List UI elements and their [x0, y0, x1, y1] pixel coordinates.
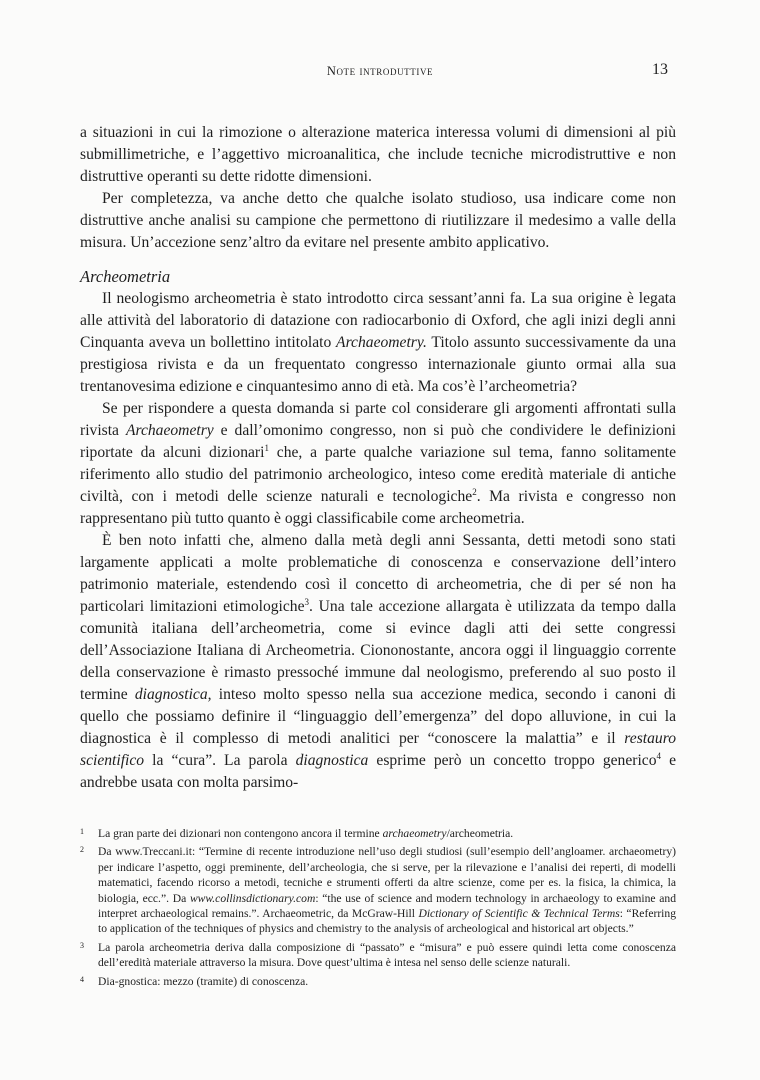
journal-title: Archaeometry.	[336, 334, 427, 351]
text-span: La parola archeometria deriva dalla composizione di “passato” e “misura” e può essere quindi letta come conoscenza dell’eredità materiale attraverso la misura. Dove quest’ultima è intesa nel senso delle scienze naturali.	[98, 940, 676, 970]
footnotes	[80, 826, 676, 992]
text-span: che, a parte qualche variazione sul tema, fanno solitamente riferimento allo studio del patrimonio archeologico, inteso come eredità materiale di antiche civiltà, con i metodi delle scienze naturali e tecnologiche	[80, 444, 676, 505]
footnote	[80, 940, 676, 971]
paragraph-completeness: Per completezza, va anche detto che qualche isolato studioso, usa indicare come non distruttive anche analisi su campione che permettono di riutilizzare il medesimo a valle della misura. Un’accezione senz’altro da evitare nel presente ambito applicativo.	[80, 190, 676, 251]
text-span: La gran parte dei dizionari non contengono ancora il termine	[98, 827, 383, 840]
text-span: la “cura”. La parola	[144, 752, 296, 769]
paragraph-diagnostics	[80, 530, 676, 794]
text-span: esprime però un concetto troppo generico	[368, 752, 657, 769]
emphasis-term: diagnostica	[295, 752, 369, 769]
footnote-number: 2	[80, 845, 84, 855]
footnote-number: 3	[80, 940, 84, 950]
emphasis-term: diagnostica,	[134, 686, 212, 703]
text-span: . Ma rivista e congresso non rappresentano più tutto quanto è oggi classificabile come archeometria.	[80, 488, 676, 527]
text-span: : “the use of science and modern technology in archaeology to examine and interpret archaeological remains.”. Archaeometric, da McGraw-Hill	[98, 891, 676, 921]
main-text	[80, 122, 676, 794]
text-span: e andrebbe usata con molta parsimo-	[80, 752, 676, 791]
footnote	[80, 826, 676, 841]
dictionary-title: Dictionary of Scientific & Technical Terms	[418, 907, 620, 921]
paragraph-continuation: a situazioni in cui la rimozione o alterazione materica interessa volumi di dimensioni al più submillimetriche, e l’aggettivo microanalitica, che include tecniche microdistruttive e non distruttive operanti su dette ridotte dimensioni.	[80, 124, 676, 185]
footnote-ref[interactable]: 1	[264, 442, 269, 453]
text-span: inteso molto spesso nella sua accezione medica, secondo i canoni di quello che possiamo definire il “linguaggio dell’emergenza” del dopo alluvione, in cui la diagnostica è il complesso di metodi analitici per “conoscere la malattia” e il	[80, 686, 676, 747]
running-header: Note introduttive	[326, 64, 434, 78]
footnote	[80, 974, 676, 989]
paragraph-definitions	[80, 398, 676, 530]
text-span: : “Referring to application of the techniques of physics and chemistry to the analysis of archeological and historical art objects.”	[98, 907, 676, 936]
paragraph-neologism	[80, 288, 676, 398]
text-span: . Una tale accezione allargata è utilizzata da tempo dalla comunità italiana dell’archeometria, come si evince dagli atti dei sette congressi dell’Associazione Italiana di Archeometria. Ciononostante, ancora oggi il linguaggio corrente della conservazione è rimasto pressoché immune dal neologismo, preferendo al suo posto il termine	[80, 598, 676, 703]
footnote-number: 4	[80, 974, 84, 984]
text-span: È ben noto infatti che, almeno dalla metà degli anni Sessanta, detti metodi sono stati largamente applicati a molte problematiche di conoscenza e conservazione dell’intero patrimonio materiale, estendendo così il concetto di archeometria, che di per sé non ha particolari limitazioni etimologiche	[80, 532, 676, 615]
page-number: 13	[652, 61, 668, 78]
emphasis-term: archaeometry	[382, 827, 447, 840]
footnote-ref[interactable]: 2	[472, 486, 477, 497]
text-span: Se per rispondere a questa domanda si parte col considerare gli argomenti affrontati sulla rivista	[80, 400, 676, 439]
text-span: Da www.Treccani.it: “Termine di recente introduzione nell’uso degli studiosi (sull’esempio dell’angloamer. archaeometry) per indicare l’aspetto, oggi preminente, dell’archeologia, che si serve, per la rilevazione e l’analisi dei reperti, di modelli matematici, facendo ricorso a metodi, tecniche e strumenti offerti da altre scienze, come per es. la fisica, la chimica, la biologia, ecc.”. Da	[98, 845, 676, 905]
emphasis-term: restauro scientifico	[80, 730, 676, 769]
footnote	[80, 844, 676, 936]
footnote-number: 1	[80, 827, 84, 836]
text-span: /archeometria.	[446, 827, 514, 840]
website-link[interactable]: www.collinsdictionary.com	[189, 891, 316, 905]
footnote-ref[interactable]: 4	[656, 750, 662, 761]
section-heading: Archeometria	[80, 267, 171, 286]
footnote-ref[interactable]: 3	[304, 596, 310, 607]
text-span: Titolo assunto successivamente da una prestigiosa rivista e da un frequentato congresso internazionale giunto ormai alla sua trentanovesima edizione e cinquantesimo anno di età. Ma cos’è l’archeometria?	[80, 334, 676, 395]
text-span: Il neologismo archeometria è stato introdotto circa sessant’anni fa. La sua origine è legata alle attività del laboratorio di datazione con radiocarbonio di Oxford, che agli inizi degli anni Cinquanta aveva un bollettino intitolato	[80, 290, 676, 351]
text-span: e dall’omonimo congresso, non si può che condividere le definizioni riportate da alcuni dizionari	[80, 422, 676, 461]
journal-title: Archaeometry	[125, 422, 214, 439]
text-span: Dia-gnostica: mezzo (tramite) di conoscenza.	[98, 974, 309, 988]
